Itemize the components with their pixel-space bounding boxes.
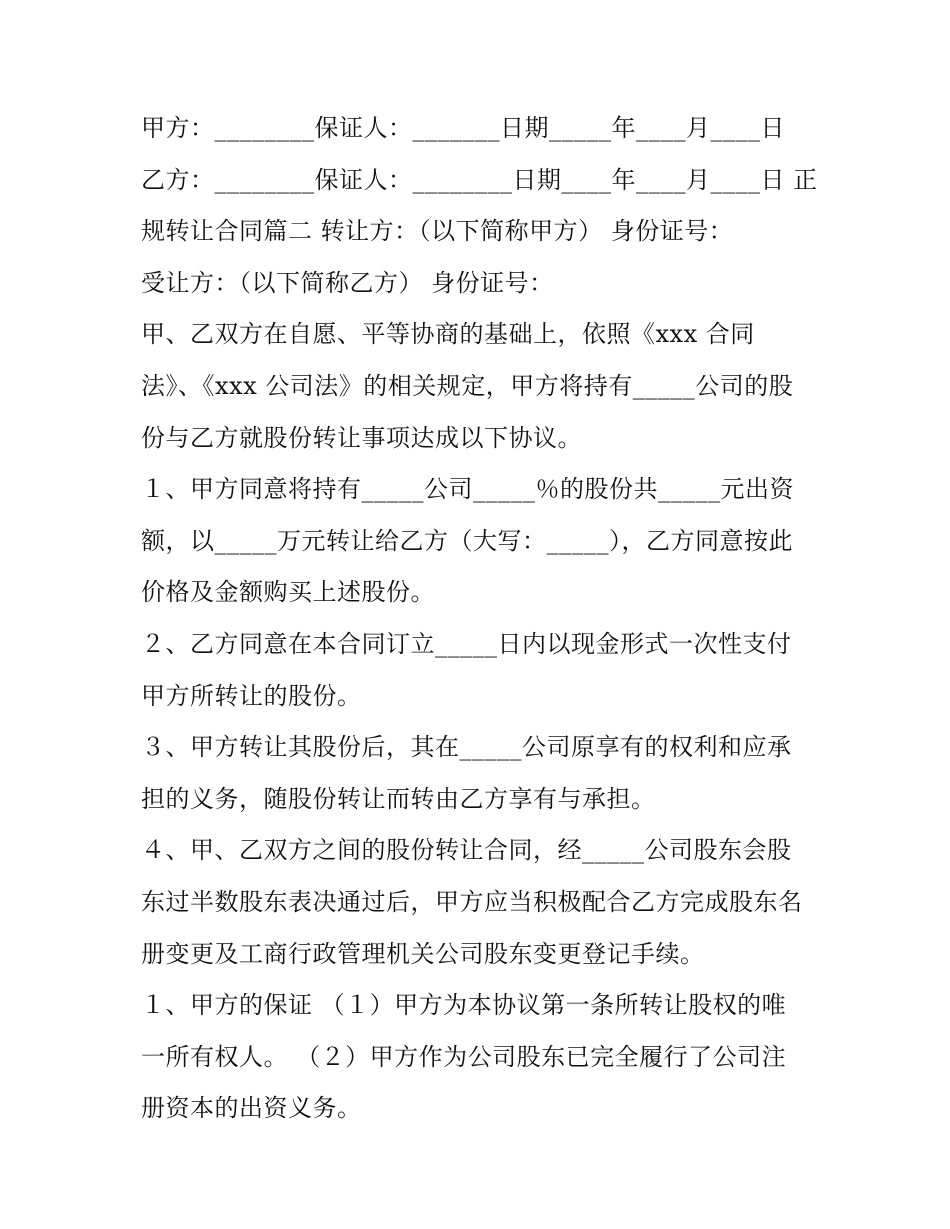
text-line: 受让方：（以下简称乙方） 身份证号： (141, 268, 554, 297)
text-line: 东过半数股东表决通过后，甲方应当积极配合乙方完成股东名 (141, 887, 803, 916)
text-line: 册变更及工商行政管理机关公司股东变更登记手续。 (141, 939, 705, 968)
text-line: 规转让合同篇二 转让方：（以下简称甲方） 身份证号： (141, 217, 734, 246)
text-line: １、甲方同意将持有_____公司_____％的股份共_____元出资 (141, 475, 794, 504)
text-line: 份与乙方就股份转让事项达成以下协议。 (141, 423, 582, 452)
text-line: ３、甲方转让其股份后，其在_____公司原享有的权利和应承 (141, 733, 792, 762)
text-line: ４、甲、乙双方之间的股份转让合同，经_____公司股东会股 (141, 836, 792, 865)
text-line: 额，以_____万元转让给乙方（大写：_____），乙方同意按此 (141, 526, 793, 555)
contract-body (141, 103, 831, 1135)
text-line: １、甲方的保证 （１）甲方为本协议第一条所转让股权的唯 (141, 991, 787, 1020)
text-line: 法》、《xxx 公司法》的相关规定，甲方将持有_____公司的股 (141, 371, 794, 400)
text-line: 担的义务，随股份转让而转由乙方享有与承担。 (141, 784, 656, 813)
text-line: 价格及金额购买上述股份。 (141, 578, 435, 607)
text-line: 乙方：________保证人：________日期____年____月____日 正 (141, 165, 818, 194)
text-line: 甲方所转让的股份。 (141, 681, 362, 710)
text-line: 一所有权人。 （２）甲方作为公司股东已完全履行了公司注 (141, 1042, 787, 1071)
text-line: 甲、乙双方在自愿、平等协商的基础上，依照《xxx 合同 (141, 320, 755, 349)
text-line: ２、乙方同意在本合同订立_____日内以现金形式一次性支付 (141, 629, 792, 658)
text-line: 甲方：________保证人：_______日期_____年____月____日 (141, 114, 785, 142)
text-line: 册资本的出资义务。 (141, 1094, 362, 1123)
